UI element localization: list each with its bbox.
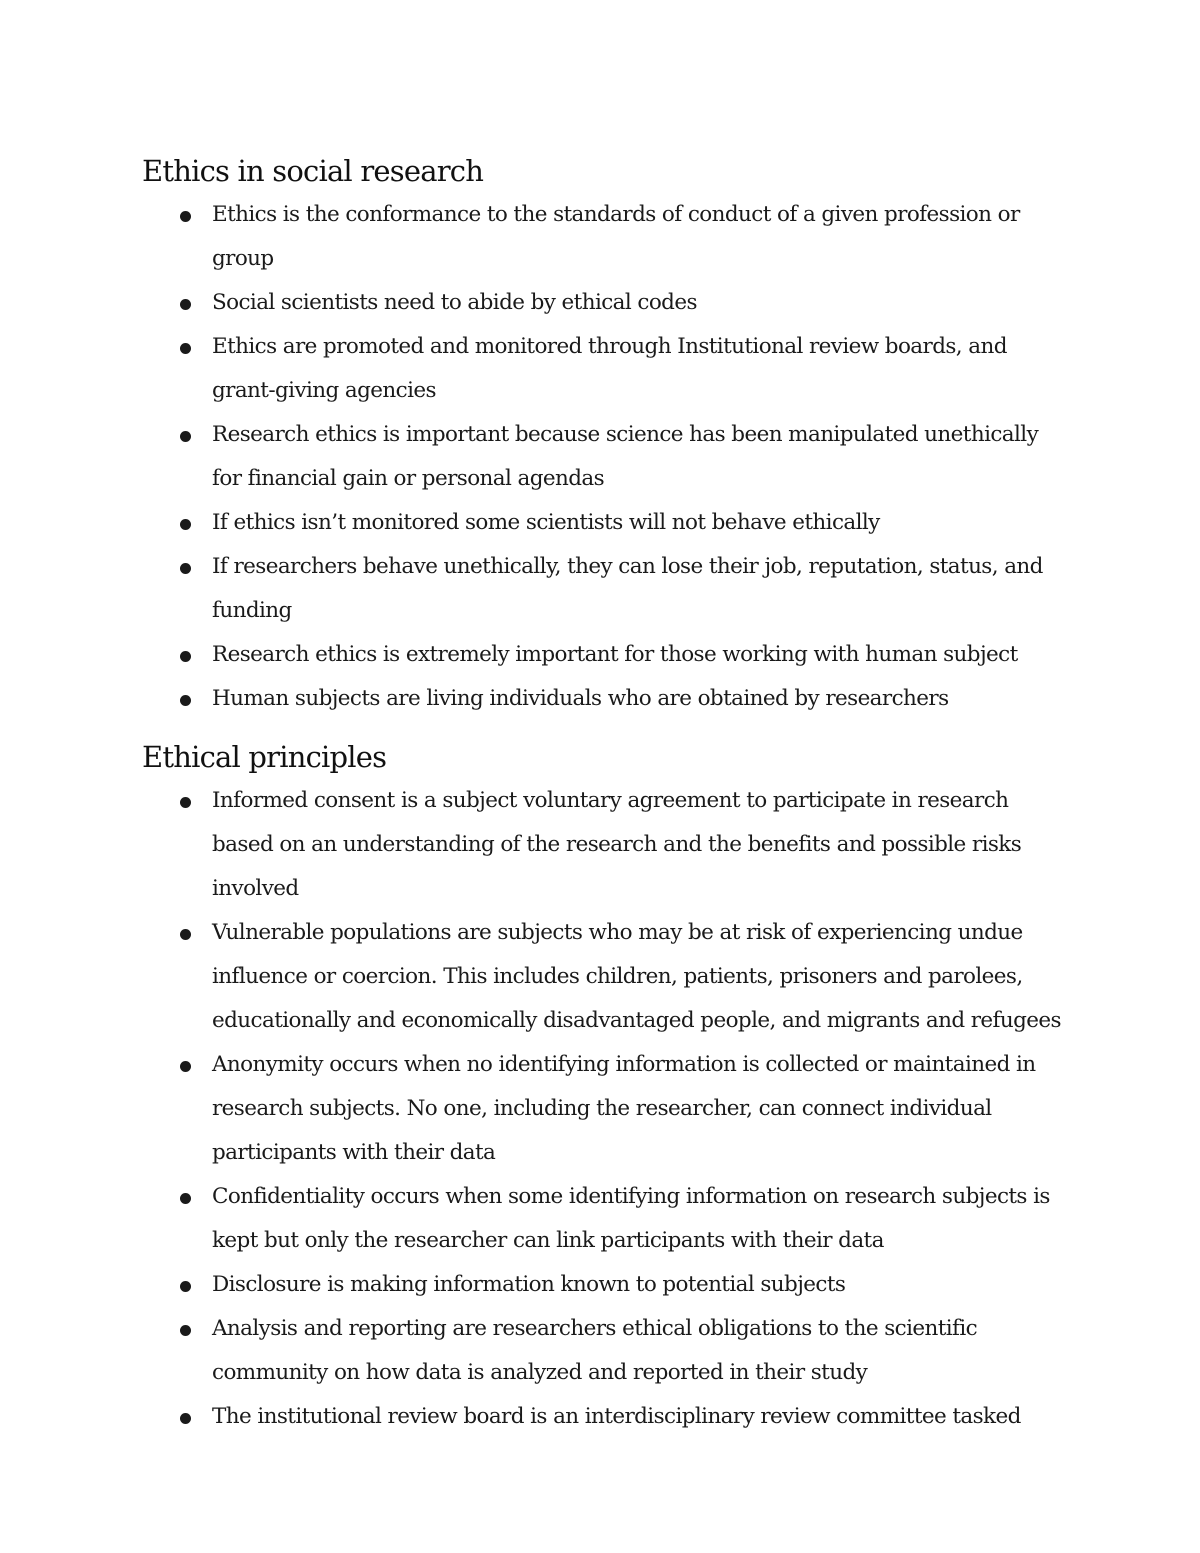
list-item-text: Informed consent is a subject voluntary agreement to participate in research based on an understanding of the research and the benefits and possible risks involved xyxy=(212,788,1022,901)
list-item xyxy=(142,911,1062,1043)
bullet-icon xyxy=(180,563,191,574)
list-item-text: Analysis and reporting are researchers ethical obligations to the scientific community on how data is analyzed and reported in their study xyxy=(212,1316,978,1385)
bullet-icon xyxy=(180,211,191,222)
bullet-icon xyxy=(180,929,191,940)
list-item-text: Disclosure is making information known to potential subjects xyxy=(212,1272,846,1297)
list-item xyxy=(142,325,1062,413)
bullet-list-ethical-principles xyxy=(142,779,1062,1439)
list-item-text: Ethics are promoted and monitored through Institutional review boards, and grant-giving agencies xyxy=(212,334,1007,403)
list-item xyxy=(142,545,1062,633)
list-item xyxy=(142,193,1062,281)
bullet-icon xyxy=(180,1325,191,1336)
list-item-text: Research ethics is extremely important for those working with human subject xyxy=(212,642,1018,667)
bullet-icon xyxy=(180,1281,191,1292)
list-item-text: Human subjects are living individuals who are obtained by researchers xyxy=(212,686,949,711)
bullet-icon xyxy=(180,797,191,808)
list-item xyxy=(142,677,1062,721)
list-item-text: Research ethics is important because science has been manipulated unethically for financial gain or personal agendas xyxy=(212,422,1039,491)
list-item xyxy=(142,413,1062,501)
list-item xyxy=(142,1395,1062,1439)
list-item-text: Social scientists need to abide by ethical codes xyxy=(212,290,697,315)
list-item-text: Confidentiality occurs when some identifying information on research subjects is kept but only the researcher can link participants with their data xyxy=(212,1184,1050,1253)
list-item xyxy=(142,281,1062,325)
bullet-icon xyxy=(180,1061,191,1072)
section-heading-ethical-principles: Ethical principles xyxy=(142,740,387,774)
list-item xyxy=(142,1175,1062,1263)
list-item xyxy=(142,1043,1062,1175)
list-item-text: Anonymity occurs when no identifying information is collected or maintained in research subjects. No one, including the researcher, can connect individual participants with their data xyxy=(212,1052,1036,1165)
bullet-icon xyxy=(180,431,191,442)
list-item xyxy=(142,501,1062,545)
list-item-text: The institutional review board is an interdisciplinary review committee tasked xyxy=(212,1404,1021,1429)
list-item-text: Ethics is the conformance to the standards of conduct of a given profession or group xyxy=(212,202,1020,271)
bullet-icon xyxy=(180,519,191,530)
bullet-icon xyxy=(180,1413,191,1424)
list-item xyxy=(142,633,1062,677)
section-heading-ethics-in-social-research: Ethics in social research xyxy=(142,154,484,188)
bullet-icon xyxy=(180,343,191,354)
list-item xyxy=(142,1307,1062,1395)
list-item-text: Vulnerable populations are subjects who may be at risk of experiencing undue influence or coercion. This includes children, patients, prisoners and parolees, educationally and economically disadvantaged people, and migrants and refugees xyxy=(212,920,1061,1033)
bullet-icon xyxy=(180,1193,191,1204)
bullet-icon xyxy=(180,299,191,310)
list-item-text: If ethics isn’t monitored some scientists will not behave ethically xyxy=(212,510,880,535)
list-item xyxy=(142,1263,1062,1307)
bullet-list-ethics-in-social-research xyxy=(142,193,1062,721)
bullet-icon xyxy=(180,695,191,706)
list-item-text: If researchers behave unethically, they can lose their job, reputation, status, and funding xyxy=(212,554,1043,623)
bullet-icon xyxy=(180,651,191,662)
list-item xyxy=(142,779,1062,911)
